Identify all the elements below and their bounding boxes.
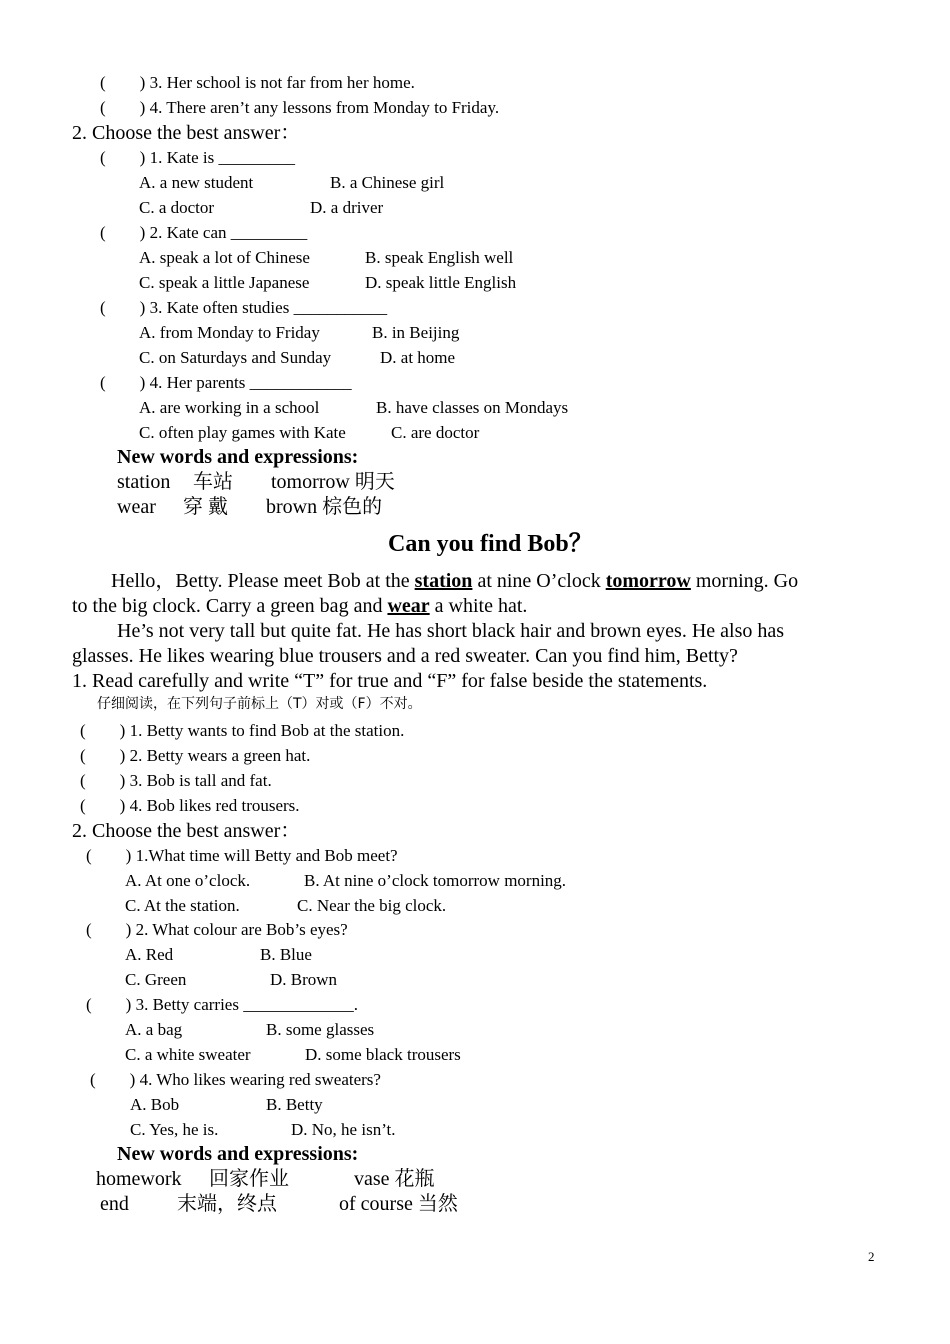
tf-question: ( ) 3. Bob is tall and fat. [80,771,272,790]
mc-option: D. a driver [310,198,384,217]
mc-question-stem: ( ) 1. Kate is _________ [100,148,296,167]
mc-option: A. Red [125,945,174,964]
tf-question: ( ) 2. Betty wears a green hat. [80,746,311,765]
tf-heading: 1. Read carefully and write “T” for true and “F” for false beside the statements. [72,670,708,692]
mc-option: A. from Monday to Friday [139,323,320,342]
vocab-entry: vase 花瓶 [354,1168,435,1190]
mc-option: B. in Beijing [372,323,460,342]
mc-option: A. a new student [139,173,254,192]
vocab-word: end [100,1193,129,1215]
mc-option: B. Betty [266,1095,323,1114]
choose-heading-2: 2. Choose the best answer： [72,820,301,842]
vocab-meaning: 末端，终点 [177,1193,277,1215]
keyword-station: station [414,570,473,592]
mc-option: C. Yes, he is. [130,1120,219,1139]
vocab-entry: brown 棕色的 [266,496,383,518]
vocab-meaning: 穿 戴 [183,496,228,518]
passage-line: Hello，Betty. Please meet Bob at the station at nine O’clock tomorrow morning. Go [111,570,799,592]
tf-question-4: ( ) 4. There aren’t any lessons from Monday to Friday. [100,98,500,117]
keyword-wear: wear [387,595,430,617]
passage-line: to the big clock. Carry a green bag and wear a white hat. [72,595,528,617]
mc-option: B. Blue [260,945,312,964]
passage-title: Can you find Bob？ [388,531,593,557]
tf-question: ( ) 1. Betty wants to find Bob at the station. [80,721,405,740]
mc-option: A. are working in a school [139,398,320,417]
mc-option: B. At nine o’clock tomorrow morning. [304,871,567,890]
mc-option: A. Bob [130,1095,180,1114]
tf-question: ( ) 4. Bob likes red trousers. [80,796,300,815]
passage-line: glasses. He likes wearing blue trousers and a red sweater. Can you find him, Betty? [72,645,738,667]
mc-option: D. speak little English [365,273,517,292]
mc-option: C. Near the big clock. [297,896,447,915]
mc-question-stem: ( ) 3. Kate often studies ___________ [100,298,388,317]
passage-line: He’s not very tall but quite fat. He has short black hair and brown eyes. He also has [117,620,785,642]
mc-option: B. some glasses [266,1020,375,1039]
mc-option: A. a bag [125,1020,183,1039]
mc-question-stem: ( ) 3. Betty carries _____________. [86,995,358,1014]
mc-question-stem: ( ) 1.What time will Betty and Bob meet? [86,846,398,865]
mc-option: D. some black trousers [305,1045,461,1064]
new-words-heading: New words and expressions: [117,1143,359,1165]
mc-option: C. a doctor [139,198,215,217]
mc-option: A. speak a lot of Chinese [139,248,310,267]
mc-option: C. a white sweater [125,1045,251,1064]
mc-option: B. speak English well [365,248,514,267]
tf-question-3: ( ) 3. Her school is not far from her home. [100,73,415,92]
vocab-entry: of course 当然 [339,1193,458,1215]
vocab-word: station [117,471,171,493]
vocab-word: wear [117,496,156,518]
mc-question-stem: ( ) 4. Her parents ____________ [100,373,352,392]
mc-question-stem: ( ) 2. What colour are Bob’s eyes? [86,920,348,939]
page-number: 2 [868,1249,875,1264]
mc-option: D. at home [380,348,456,367]
mc-option: A. At one o’clock. [125,871,251,890]
mc-option: C. At the station. [125,896,240,915]
mc-option: C. Green [125,970,187,989]
mc-option: D. No, he isn’t. [291,1120,396,1139]
mc-option: C. are doctor [391,423,480,442]
vocab-entry: tomorrow 明天 [271,471,395,493]
mc-question-stem: ( ) 4. Who likes wearing red sweaters? [90,1070,381,1089]
new-words-heading: New words and expressions: [117,446,359,468]
mc-option: C. speak a little Japanese [139,273,310,292]
mc-option: B. have classes on Mondays [376,398,569,417]
tf-note: 仔细阅读，在下列句子前标上（T）对或（F）不对。 [97,696,422,712]
vocab-word: homework [96,1168,182,1190]
choose-heading-1: 2. Choose the best answer： [72,122,301,144]
mc-question-stem: ( ) 2. Kate can _________ [100,223,308,242]
keyword-tomorrow: tomorrow [605,570,691,592]
mc-option: C. often play games with Kate [139,423,346,442]
vocab-meaning: 回家作业 [209,1168,289,1190]
mc-option: C. on Saturdays and Sunday [139,348,332,367]
mc-option: D. Brown [270,970,338,989]
mc-option: B. a Chinese girl [330,173,445,192]
vocab-meaning: 车站 [193,471,233,493]
